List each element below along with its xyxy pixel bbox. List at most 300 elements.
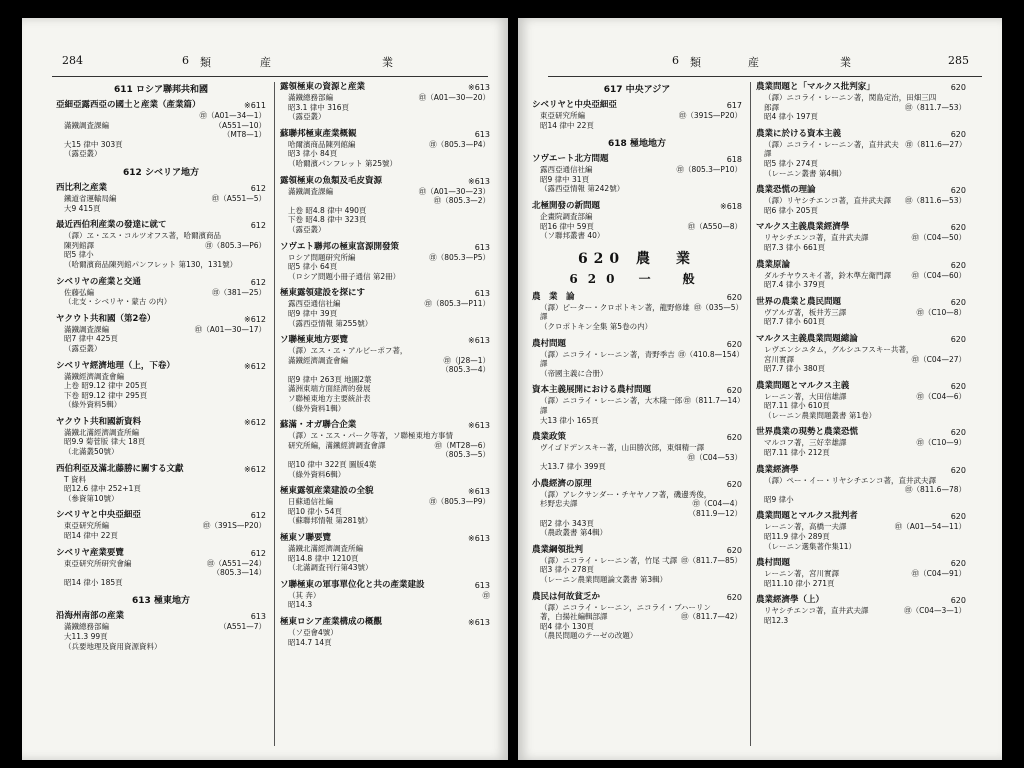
entry-detail-line <box>280 404 490 414</box>
entry-detail-line <box>756 401 966 411</box>
entry-title-line <box>532 432 742 443</box>
entry-detail-line <box>280 299 490 309</box>
detail-text: （ソ亞會4號） <box>288 627 338 637</box>
detail-text: 昭6 律小 205頁 <box>764 205 818 215</box>
catalog-entry <box>756 334 966 374</box>
detail-text: 昭14 律中 22頁 <box>64 531 118 541</box>
detail-text: 昭14.8 律中 1210頁 <box>288 553 359 563</box>
right-page <box>518 18 1002 760</box>
detail-text: 東亞研究所編 <box>540 111 585 120</box>
entry-detail-line <box>756 485 966 495</box>
entry-detail-line <box>756 495 966 505</box>
call-number: ㊞（J28—1） <box>443 355 490 365</box>
class-number: 620 <box>726 545 742 555</box>
entry-detail-line <box>280 253 490 263</box>
class-number: ※613 <box>468 421 490 431</box>
entry-detail-line <box>280 159 490 169</box>
entry-detail-line <box>280 319 490 329</box>
entry-detail-line <box>280 600 490 610</box>
detail-text: 滿洲東端方面経濟的發展 <box>288 384 371 394</box>
entry-detail-line <box>532 303 742 322</box>
entry-title-line <box>756 334 966 345</box>
class-number: 613 <box>474 242 490 252</box>
detail-text: （レーニン選集著作集11） <box>764 541 857 551</box>
entry-detail-line <box>756 159 966 169</box>
entry-detail-line <box>56 400 266 410</box>
entry-title: 農村問題 <box>532 338 567 349</box>
entry-title-line <box>756 381 966 392</box>
detail-text: 昭7.3 律小 661頁 <box>764 242 826 252</box>
entry-detail-line <box>532 396 745 415</box>
detail-text: レーニン著，宮川實譯 <box>764 569 839 579</box>
class-number: 620 <box>950 428 966 438</box>
class-number: 617 <box>726 101 742 110</box>
entry-detail-line <box>280 206 490 216</box>
detail-text: 大11.3 99頁 <box>64 632 108 641</box>
catalog-entry <box>756 222 966 252</box>
detail-text: （譯）アレクサンダー・チヤヤノフ著，磯邊秀俊， <box>540 489 712 499</box>
entry-title: シベリヤ産業要覽 <box>56 547 124 558</box>
detail-text: レーニン著，高橋一夫譯 <box>764 522 847 532</box>
call-number: ㊞（C10—9） <box>916 438 966 448</box>
detail-text: ヴイゴドデンスキー著，山田勝次郎，東畑精一譯 <box>540 443 705 453</box>
catalog-entry <box>532 545 742 585</box>
detail-text: （農政叢書 第4輯） <box>540 528 608 538</box>
detail-text: 下卷 昭9.12 律中 295頁 <box>64 390 148 400</box>
entry-detail-line <box>56 204 266 214</box>
detail-text: （其 奔） <box>288 590 321 600</box>
entry-detail-line <box>56 484 266 494</box>
detail-text: 昭10 律中 322頁 圖版4葉 <box>288 460 377 470</box>
class-number: 612 <box>250 183 266 193</box>
detail-text: （ロシア問題小冊子通信 第2冊） <box>288 271 401 281</box>
entry-detail-line <box>756 196 966 206</box>
detail-text: （レーニン農業問題叢書 第1卷） <box>764 410 877 420</box>
entry-detail-line <box>280 346 490 356</box>
entry-title: 農業經濟學 <box>756 464 799 475</box>
detail-text: （譯）ペー・イー・リヤシチエンコ著，直井武夫譯 <box>764 475 936 485</box>
detail-text: 昭11.10 律小 271頁 <box>764 578 835 588</box>
catalog-entry <box>756 595 966 625</box>
detail-text: 昭5 律小 <box>64 250 94 260</box>
entry-title: 農業問題とマルクス主義 <box>756 380 850 391</box>
entry-detail-line <box>280 365 490 375</box>
entry-title-line <box>756 558 966 569</box>
catalog-entry <box>532 592 742 641</box>
entry-detail-line <box>280 196 490 206</box>
call-number: ㊞（811.7—42） <box>680 612 742 622</box>
entry-detail-line <box>756 271 966 281</box>
entry-title-line <box>756 222 966 233</box>
call-number: ㊞（811.6—53） <box>904 196 966 206</box>
header-char: 業 <box>382 56 393 69</box>
entry-detail-line <box>56 344 266 354</box>
entry-title-line <box>756 465 966 476</box>
entry-detail-line <box>532 612 742 622</box>
catalog-entry <box>280 533 490 573</box>
section-heading: 618 極地地方 <box>608 139 666 150</box>
entry-title-line <box>756 129 966 140</box>
class-number: 620 <box>950 512 966 522</box>
catalog-entry <box>756 558 966 588</box>
catalog-entry <box>532 292 742 332</box>
detail-text: 東亞研究所研究會編 <box>64 558 132 568</box>
catalog-entry <box>56 314 266 354</box>
entry-title-line <box>56 277 266 288</box>
detail-text: 大15 律中 303頁 <box>64 139 123 149</box>
entry-detail-line <box>280 356 490 366</box>
entry-title: 西比利之産業 <box>56 182 108 193</box>
class-number: ※613 <box>468 176 490 186</box>
call-number: ㊞（A01—34—1） <box>199 111 266 120</box>
class-number: 620 <box>950 129 966 139</box>
detail-text: （兵要地理及資用資源資料） <box>64 641 162 651</box>
class-number: 620 <box>950 260 966 270</box>
detail-text: 昭12.6 律中 252+1頁 <box>64 484 141 494</box>
entry-detail-line <box>280 470 490 480</box>
entry-detail-line <box>56 381 266 391</box>
entry-title: 沿海州南部の産業 <box>56 611 125 622</box>
detail-text: （露西亞情報 第242號） <box>540 184 625 194</box>
entry-title-line <box>756 595 966 606</box>
entry-title-line <box>756 82 966 93</box>
class-number: 612 <box>250 548 266 558</box>
catalog-entry <box>56 361 266 410</box>
detail-text: ダルチヤウスキイ著，鈴木準左衛門譯 <box>764 270 891 280</box>
entry-title: マルクス主義農業問題總論 <box>756 333 858 344</box>
class-number: ※612 <box>244 361 266 371</box>
entry-detail-line <box>532 556 742 566</box>
entry-detail-line <box>756 345 966 355</box>
detail-text: （露亞叢） <box>288 112 326 122</box>
catalog-entry <box>532 432 742 472</box>
detail-text: （北支・シベリヤ・蒙古 の内） <box>64 297 172 307</box>
entry-detail-line <box>532 416 742 426</box>
class-number: ※612 <box>244 314 266 324</box>
entry-detail-line <box>56 531 266 541</box>
entry-detail-line <box>756 103 966 113</box>
entry-detail-line <box>280 544 490 554</box>
entry-title: 農業政策 <box>532 432 567 443</box>
detail-text: 昭3 律小 84頁 <box>288 149 338 159</box>
class-number: ※618 <box>720 201 742 211</box>
detail-text: （參資第10號） <box>64 493 119 503</box>
entry-title-line <box>56 183 266 194</box>
call-number: ㊞（391S—P20） <box>202 521 266 531</box>
right-page-header <box>548 54 982 72</box>
detail-text: 佐藤弘編 <box>64 287 94 297</box>
detail-text: 昭14 律小 185頁 <box>64 577 123 587</box>
entry-detail-line <box>532 350 742 369</box>
entry-title-line <box>56 510 266 521</box>
detail-text: （綠外資料1輯） <box>288 403 346 413</box>
detail-text: 大9 415頁 <box>64 203 101 213</box>
entry-detail-line <box>280 516 490 526</box>
entry-detail-line <box>56 391 266 401</box>
section-heading: 612 シベリア地方 <box>123 167 199 178</box>
detail-text: 昭7.7 律小 380頁 <box>764 364 826 374</box>
catalog-entry <box>280 176 490 235</box>
catalog-entry <box>56 611 266 651</box>
entry-detail-line <box>280 215 490 225</box>
entry-title: 西伯利亞及滿北藤勝に關する文獻 <box>56 463 184 474</box>
call-number: ㊞（C04—91） <box>911 569 966 579</box>
major-heading: 620 農 業 <box>577 250 697 267</box>
entry-detail-line <box>56 447 266 457</box>
entry-title-line <box>532 154 742 165</box>
entry-detail-line <box>532 175 742 185</box>
entry-detail-line <box>280 262 490 272</box>
entry-detail-line <box>56 140 266 150</box>
entry-title-line <box>532 479 742 490</box>
detail-text: 昭5 律小 274頁 <box>764 158 818 168</box>
catalog-entry <box>756 82 966 122</box>
entry-detail-line <box>756 569 966 579</box>
entry-title: 極東露領産業建設の全貌 <box>280 486 374 497</box>
entry-detail-line <box>756 233 966 243</box>
detail-text: 昭11.9 律小 289頁 <box>764 532 830 542</box>
detail-text: （露亞叢） <box>288 224 326 234</box>
call-number: ㊞（381—25） <box>212 287 266 297</box>
entry-title: 極東露領建設を探にす <box>280 288 366 299</box>
detail-text: 滿鐵總務部編 <box>64 622 109 632</box>
detail-text: 下卷 昭4.8 律中 323頁 <box>288 215 367 225</box>
column-divider <box>750 82 751 746</box>
entry-title-line <box>56 417 266 428</box>
entry-detail-line <box>56 334 266 344</box>
entry-title-line <box>532 339 742 350</box>
catalog-entry <box>56 417 266 457</box>
catalog-entry <box>756 511 966 551</box>
call-number: ㊞（C04—4） <box>692 499 742 509</box>
call-number: ㊞（805.3—P4） <box>429 139 490 149</box>
entry-title-line <box>280 242 490 253</box>
detail-text: （ソ聯邦叢書 40） <box>540 231 605 241</box>
entry-detail-line <box>532 212 742 222</box>
header-char: 類 <box>690 56 701 69</box>
detail-text: 昭4 律小 197頁 <box>764 112 818 122</box>
entry-detail-line <box>56 121 266 131</box>
call-number: （MT8—1） <box>222 130 266 140</box>
call-number: ㊞（410.8—154） <box>678 349 744 359</box>
class-number: 613 <box>474 289 490 299</box>
catalog-entry <box>756 185 966 215</box>
detail-text: リヤシチエンコ著，直井武夫譯 <box>764 606 869 616</box>
detail-text: 昭2 律小 343頁 <box>540 518 594 528</box>
detail-text: （譯）ニコライ・レーニン著，竹尾 弌譯 <box>540 555 678 565</box>
detail-text: リヤシチエンコ著，直井武夫譯 <box>764 233 869 243</box>
entry-detail-line <box>56 632 266 642</box>
class-number: 613 <box>474 129 490 139</box>
entry-detail-line <box>56 568 266 578</box>
entry-title: 北極開發の新問題 <box>532 200 601 211</box>
detail-text: 滿鐵經濟調査會編 <box>64 371 124 381</box>
entry-detail-line <box>280 225 490 235</box>
entry-title-line <box>56 548 266 559</box>
entry-title-line <box>532 201 742 212</box>
entry-detail-line <box>280 149 490 159</box>
detail-text: 昭10 律小 54頁 <box>288 506 342 516</box>
entry-detail-line <box>532 565 742 575</box>
entry-detail-line <box>532 519 742 529</box>
detail-text: 大13.7 律小 399頁 <box>540 462 606 472</box>
left-page-column-2 <box>280 82 490 654</box>
call-number: ㊞（805.3—2） <box>433 196 490 206</box>
entry-title: 農民は何故貧乏か <box>532 591 601 602</box>
detail-text: （譯）ヱ・ヱス・パーク等著，ソ聯極東地方事情 <box>288 431 453 441</box>
call-number: ㊞ <box>482 590 490 600</box>
entry-detail-line <box>280 450 490 460</box>
class-number: ※612 <box>244 417 266 427</box>
catalog-entry <box>280 580 490 610</box>
catalog-entry <box>532 100 742 130</box>
entry-detail-line <box>56 241 266 251</box>
catalog-entry <box>280 129 490 169</box>
entry-detail-line <box>756 392 966 402</box>
detail-text: ロシア問題研究所編 <box>288 252 356 262</box>
entry-detail-line <box>756 93 966 103</box>
entry-detail-line <box>532 165 742 175</box>
catalog-entry <box>280 288 490 328</box>
entry-title: ソヴエート北方問題 <box>532 154 609 165</box>
entry-detail-line <box>756 280 966 290</box>
entry-detail-line <box>756 112 966 122</box>
detail-text: （露亞叢） <box>64 149 102 159</box>
call-number: ㊞（MT28—6） <box>434 440 490 450</box>
detail-text: （譯）ニコライ・レーニン著，直井武夫譯 <box>764 139 899 159</box>
detail-text: （譯）ピーター・クロポトキン著，龍野修雄譯 <box>540 302 690 322</box>
header-rule <box>52 76 488 77</box>
entry-title-line <box>532 100 742 111</box>
entry-detail-line <box>56 297 266 307</box>
entry-detail-line <box>280 554 490 564</box>
entry-title-line <box>56 100 266 111</box>
detail-text: ヴアルガ著，板井芳三譯 <box>764 307 847 317</box>
detail-text: 滿鐵經濟調査會編 <box>288 355 348 365</box>
call-number: ㊞（805.3—P10） <box>676 165 742 175</box>
call-number: （805.3—14） <box>212 568 266 578</box>
detail-text: 昭9.9 菊菅版 律大 18頁 <box>64 437 146 447</box>
left-page-column-1 <box>56 82 266 658</box>
entry-title: 蘇滿・オガ聯合企業 <box>280 420 357 431</box>
entry-detail-line <box>280 187 490 197</box>
catalog-entry <box>756 465 966 505</box>
entry-title: ヤクウト共和國新資料 <box>56 416 142 427</box>
call-number: ㊞（C04—53） <box>687 452 742 462</box>
section-heading: 617 中央アジア <box>603 85 671 95</box>
call-number: ㊞（805.3—P6） <box>205 240 266 250</box>
entry-detail-line <box>756 411 966 421</box>
entry-detail-line <box>532 499 742 509</box>
entry-detail-line <box>756 476 966 486</box>
entry-detail-line <box>280 460 490 470</box>
detail-text: 企畫院調査部編 <box>540 211 593 221</box>
class-number: 620 <box>726 479 742 489</box>
section-heading: 611 ロシア聯邦共和國 <box>114 85 208 95</box>
class-number: 612 <box>250 511 266 521</box>
class-number: 620 <box>726 339 742 349</box>
entry-title-line <box>756 427 966 438</box>
column-divider <box>274 82 275 746</box>
detail-text: （譯）ヱス・ヱ・アルビーポフ著， <box>288 346 408 356</box>
detail-text: （クロポトキン全集 第5卷の内） <box>540 321 653 331</box>
entry-detail-line <box>532 631 742 641</box>
call-number: ㊞（805.3—P5） <box>429 252 490 262</box>
entry-detail-line <box>756 355 966 365</box>
catalog-entry <box>56 183 266 213</box>
catalog-entry <box>532 154 742 194</box>
detail-text: 昭7 律中 425頁 <box>64 334 118 344</box>
sub-heading: 620 一 般 <box>569 271 705 286</box>
entry-title-line <box>280 288 490 299</box>
detail-text: （譯）ニコライ・レーニン著，青野季吉譯 <box>540 349 675 369</box>
call-number: ㊞（811.6—78） <box>904 485 966 495</box>
entry-detail-line <box>280 394 490 404</box>
catalog-entry <box>532 201 742 241</box>
entry-title-line <box>280 420 490 431</box>
header-char: 6 <box>182 54 189 67</box>
catalog-entry <box>280 335 490 413</box>
detail-text: 昭9 律中 263頁 地圖2葉 <box>288 374 372 384</box>
entry-title: 世界農業の現勢と農業恐慌 <box>756 427 859 438</box>
catalog-entry <box>280 617 490 647</box>
detail-text: T 資料 <box>64 474 86 484</box>
class-number: 620 <box>950 465 966 475</box>
detail-text: （哈爾濱パンフレット 第25號） <box>288 158 398 168</box>
entry-title-line <box>280 486 490 497</box>
class-number: 620 <box>950 83 966 92</box>
detail-text: 滿鐵調査課編 <box>288 186 333 196</box>
entry-detail-line <box>532 184 742 194</box>
detail-text: （北滿叢50號） <box>64 447 119 457</box>
entry-title: 農業恐慌の理論 <box>756 185 816 196</box>
class-number: 620 <box>950 186 966 196</box>
page-number-right: 285 <box>948 54 969 67</box>
entry-title: 露領極東の資源と産業 <box>280 82 366 92</box>
header-rule <box>548 76 982 77</box>
header-char: 産 <box>260 56 271 69</box>
detail-text: 昭7.4 律小 379頁 <box>764 280 826 290</box>
entry-title: シベリヤと中央亞細亞 <box>56 510 141 521</box>
call-number: ㊞（035—5） <box>693 302 743 312</box>
call-number: ㊞（A551—24） <box>207 558 266 568</box>
entry-detail-line <box>56 325 266 335</box>
detail-text: （綠外資料6輯） <box>288 469 346 479</box>
entry-detail-line <box>280 563 490 573</box>
entry-title: シベリヤと中央亞細亞 <box>532 100 617 110</box>
catalog-entry <box>756 260 966 290</box>
detail-text: 昭16 律中 59頁 <box>540 221 594 231</box>
entry-title: ソ聯極東の軍事單位化と共の產業建設 <box>280 579 425 590</box>
entry-title: 極東ソ聯要覽 <box>280 533 332 543</box>
catalog-entry <box>56 100 266 159</box>
entry-title-line <box>56 361 266 372</box>
class-number: 620 <box>950 559 966 569</box>
call-number: ㊞（A01—30—17） <box>194 324 266 334</box>
catalog-entry <box>56 464 266 504</box>
right-page-column-2 <box>756 82 966 633</box>
entry-title: シベリヤ經濟地理（上，下卷） <box>56 360 175 371</box>
entry-detail-line <box>756 579 966 589</box>
entry-detail-line <box>56 559 266 569</box>
entry-title-line <box>532 545 742 556</box>
entry-detail-line <box>280 93 490 103</box>
entry-detail-line <box>532 369 742 379</box>
entry-detail-line <box>280 272 490 282</box>
entry-detail-line <box>280 507 490 517</box>
entry-detail-line <box>280 309 490 319</box>
entry-title-line <box>280 82 490 93</box>
